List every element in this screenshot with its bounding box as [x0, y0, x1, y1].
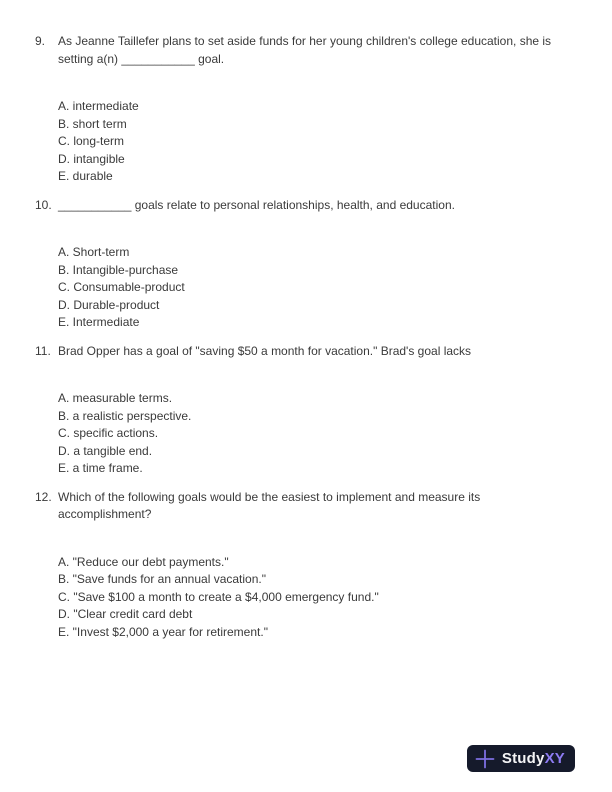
brand-name-primary: Study [501, 750, 545, 767]
question-number: 10. [35, 197, 52, 212]
answer-option: B. Intangible-purchase [58, 262, 179, 277]
question-text: ___________ goals relate to personal relationships, health, and education. [58, 197, 455, 212]
question-text: As Jeanne Taillefer plans to set aside funds for her young children's college education, she is setting a(n) ___________ goal. [58, 34, 552, 66]
answer-option: B. "Save funds for an annual vacation." [58, 572, 266, 586]
answer-option: C. "Save $100 a month to create a $4,000 emergency fund." [58, 589, 379, 604]
answer-option: A. "Reduce our debt payments." [58, 554, 229, 569]
answer-option: A. Short-term [58, 245, 130, 259]
answer-option: E. "Invest $2,000 a year for retirement." [58, 624, 268, 639]
answer-option: A. measurable terms. [58, 391, 173, 405]
question-number: 9. [35, 34, 46, 48]
answer-option: C. specific actions. [58, 426, 159, 440]
question-9 [35, 33, 558, 186]
question-11 [35, 343, 558, 478]
answer-option: E. a time frame. [58, 461, 143, 475]
plus-icon [475, 749, 495, 769]
answer-option: A. intermediate [58, 99, 139, 113]
answer-option: D. "Clear credit card debt [58, 607, 193, 621]
answer-option: D. intangible [58, 151, 125, 166]
question-12 [35, 489, 558, 642]
question-text: Which of the following goals would be the easiest to implement and measure its accomplishment? [58, 489, 481, 521]
answer-option: D. a tangible end. [58, 443, 153, 458]
answer-option: C. Consumable-product [58, 280, 185, 294]
answer-option: E. durable [58, 169, 113, 183]
answer-option: C. long-term [58, 134, 125, 148]
studyxy-logo [467, 745, 575, 772]
question-number: 11. [35, 343, 51, 358]
answer-option: D. Durable-product [58, 297, 160, 312]
question-number: 12. [35, 489, 52, 504]
answer-option: E. Intermediate [58, 315, 140, 329]
question-text: Brad Opper has a goal of "saving $50 a month for vacation." Brad's goal lacks [58, 343, 472, 358]
question-10 [35, 197, 558, 332]
answer-option: B. short term [58, 116, 127, 131]
answer-option: B. a realistic perspective. [58, 408, 192, 423]
brand-name-accent: XY [544, 750, 565, 767]
